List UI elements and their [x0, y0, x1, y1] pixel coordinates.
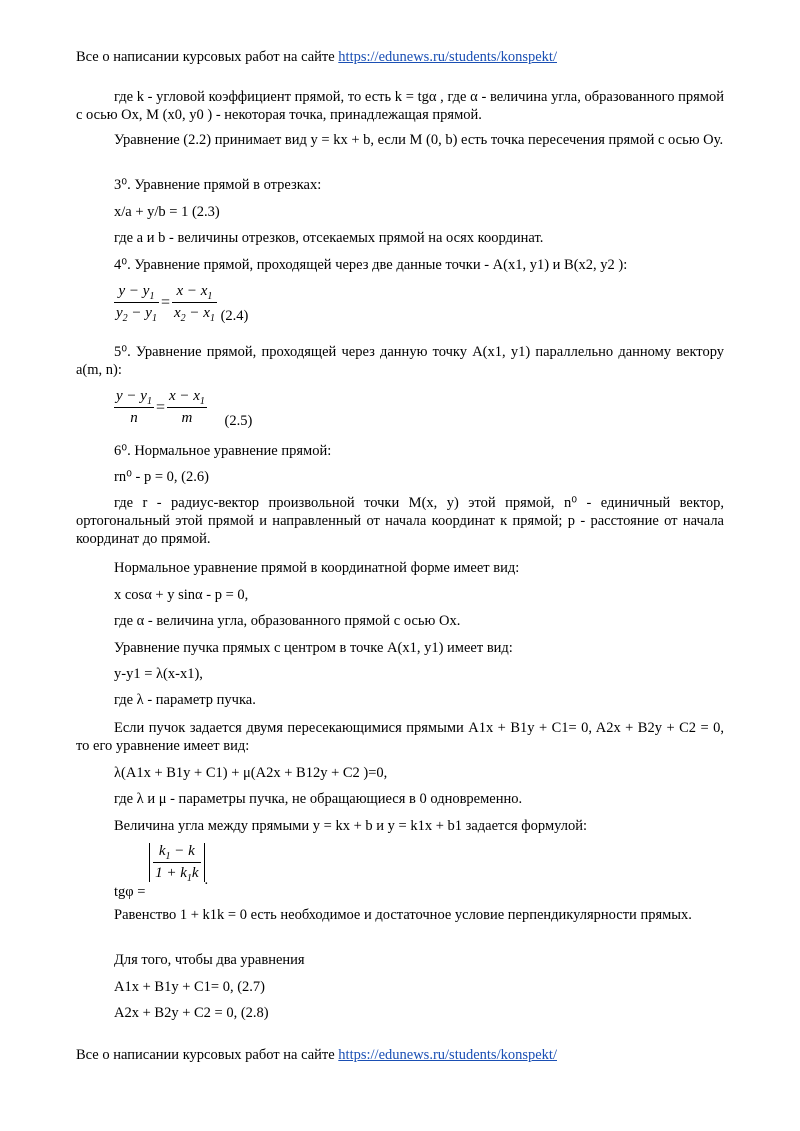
header-text: Все о написании курсовых работ на сайте: [76, 49, 339, 65]
fraction-y-n: $\frac{y - y_1}{n}$: [116, 388, 152, 426]
paragraph-two-equations: Для того, чтобы два уравнения: [114, 952, 305, 968]
tg-suffix: .: [204, 871, 209, 888]
fraction-k: $\frac{k_1 - k}{1 + k_1k}$: [155, 843, 199, 884]
equation-pencil-two-lines: λ(A1x + B1y + C1) + μ(A2x + B12y + C2 )=0,: [114, 765, 388, 781]
formula-2-4: $\frac{y - y_1}{y_2 - y_1}$ = $\frac{x - x_1}{x_2 - x_1}$ (2.4): [116, 283, 249, 324]
tg-prefix: tgφ =: [114, 883, 150, 900]
equation-2-3: x/a + y/b = 1 (2.3): [114, 204, 220, 220]
paragraph-slope-definition: где k - угловой коэффициент прямой, то есть k = tgα , где α - величина угла, образованного прямой с осью Ох, М (x0, y0 ) - некоторая точка, принадлежащая прямой.: [76, 89, 724, 123]
equation-2-5-label: (2.5): [224, 412, 253, 429]
paragraph-coordinate-form: Нормальное уравнение прямой в координатной форме имеет вид:: [114, 560, 520, 576]
page-header: [76, 48, 557, 66]
header-link[interactable]: https://edunews.ru/students/konspekt/: [338, 49, 557, 65]
paragraph-angle-between-lines: Величина угла между прямыми y = kx + b и y = k1x + b1 задается формулой:: [114, 818, 588, 834]
footer-link[interactable]: https://edunews.ru/students/konspekt/: [338, 1047, 557, 1063]
page-footer: [76, 1046, 557, 1064]
formula-2-5: $\frac{y - y_1}{n}$ = $\frac{x - x_1}{m}$ (2.5): [116, 388, 253, 429]
fraction-y: $\frac{y - y_1}{y_2 - y_1}$: [116, 283, 157, 324]
fraction-x: $\frac{x - x_1}{x_2 - x_1}$: [173, 283, 215, 324]
paragraph-pencil-of-lines: Уравнение пучка прямых с центром в точке А(х1, у1) имеет вид:: [114, 640, 513, 656]
equation-normal-coordinate: x cosα + y sinα - p = 0,: [114, 587, 249, 603]
footer-text: Все о написании курсовых работ на сайте: [76, 1047, 339, 1063]
equation-2-7: A1x + B1y + C1= 0, (2.7): [114, 979, 266, 995]
absolute-value-bars: [149, 843, 204, 882]
paragraph-alpha-angle: где α - величина угла, образованного прямой с осью Ох.: [114, 613, 461, 629]
heading-3-intercept-form: 3⁰. Уравнение прямой в отрезках:: [114, 177, 322, 193]
formula-tg-phi: [114, 843, 208, 901]
heading-6-normal-form: 6⁰. Нормальное уравнение прямой:: [114, 443, 332, 459]
fraction-x-m: $\frac{x - x_1}{m}$: [168, 388, 205, 426]
paragraph-equation-2-2: Уравнение (2.2) принимает вид y = kx + b, если М (0, b) есть точка пересечения прямой с осью Оу.: [114, 132, 724, 148]
paragraph-lambda-mu: где λ и μ - параметры пучка, не обращающиеся в 0 одновременно.: [114, 791, 523, 807]
paragraph-intercepts: где a и b - величины отрезков, отсекаемых прямой на осях координат.: [114, 230, 544, 246]
heading-5-point-vector: 5⁰. Уравнение прямой, проходящей через данную точку А(х1, у1) параллельно данному вектору a(m, n):: [76, 344, 724, 378]
paragraph-two-lines-pencil: Если пучок задается двумя пересекающимися прямыми A1x + B1y + C1= 0, A2x + B2y + C2 = 0, то его уравнение имеет вид:: [76, 720, 724, 754]
equation-2-6: rn⁰ - p = 0, (2.6): [114, 469, 209, 485]
paragraph-pencil-parameter: где λ - параметр пучка.: [114, 692, 256, 708]
paragraph-perpendicularity: Равенство 1 + k1k = 0 есть необходимое и достаточное условие перпендикулярности прямых.: [114, 907, 692, 923]
heading-4-two-points: 4⁰. Уравнение прямой, проходящей через две данные точки - А(х1, у1) и В(х2, у2 ):: [114, 257, 628, 273]
equation-pencil: y-y1 = λ(x-x1),: [114, 666, 203, 682]
equation-2-8: A2x + B2y + C2 = 0, (2.8): [114, 1005, 269, 1021]
equation-2-4-label: (2.4): [220, 307, 249, 324]
paragraph-radius-vector: где r - радиус-вектор произвольной точки М(х, у) этой прямой, n⁰ - единичный вектор, ортогональный этой прямой и направленный от начала координат к прямой; р - расстояние от начала координат до прямой.: [76, 495, 724, 547]
